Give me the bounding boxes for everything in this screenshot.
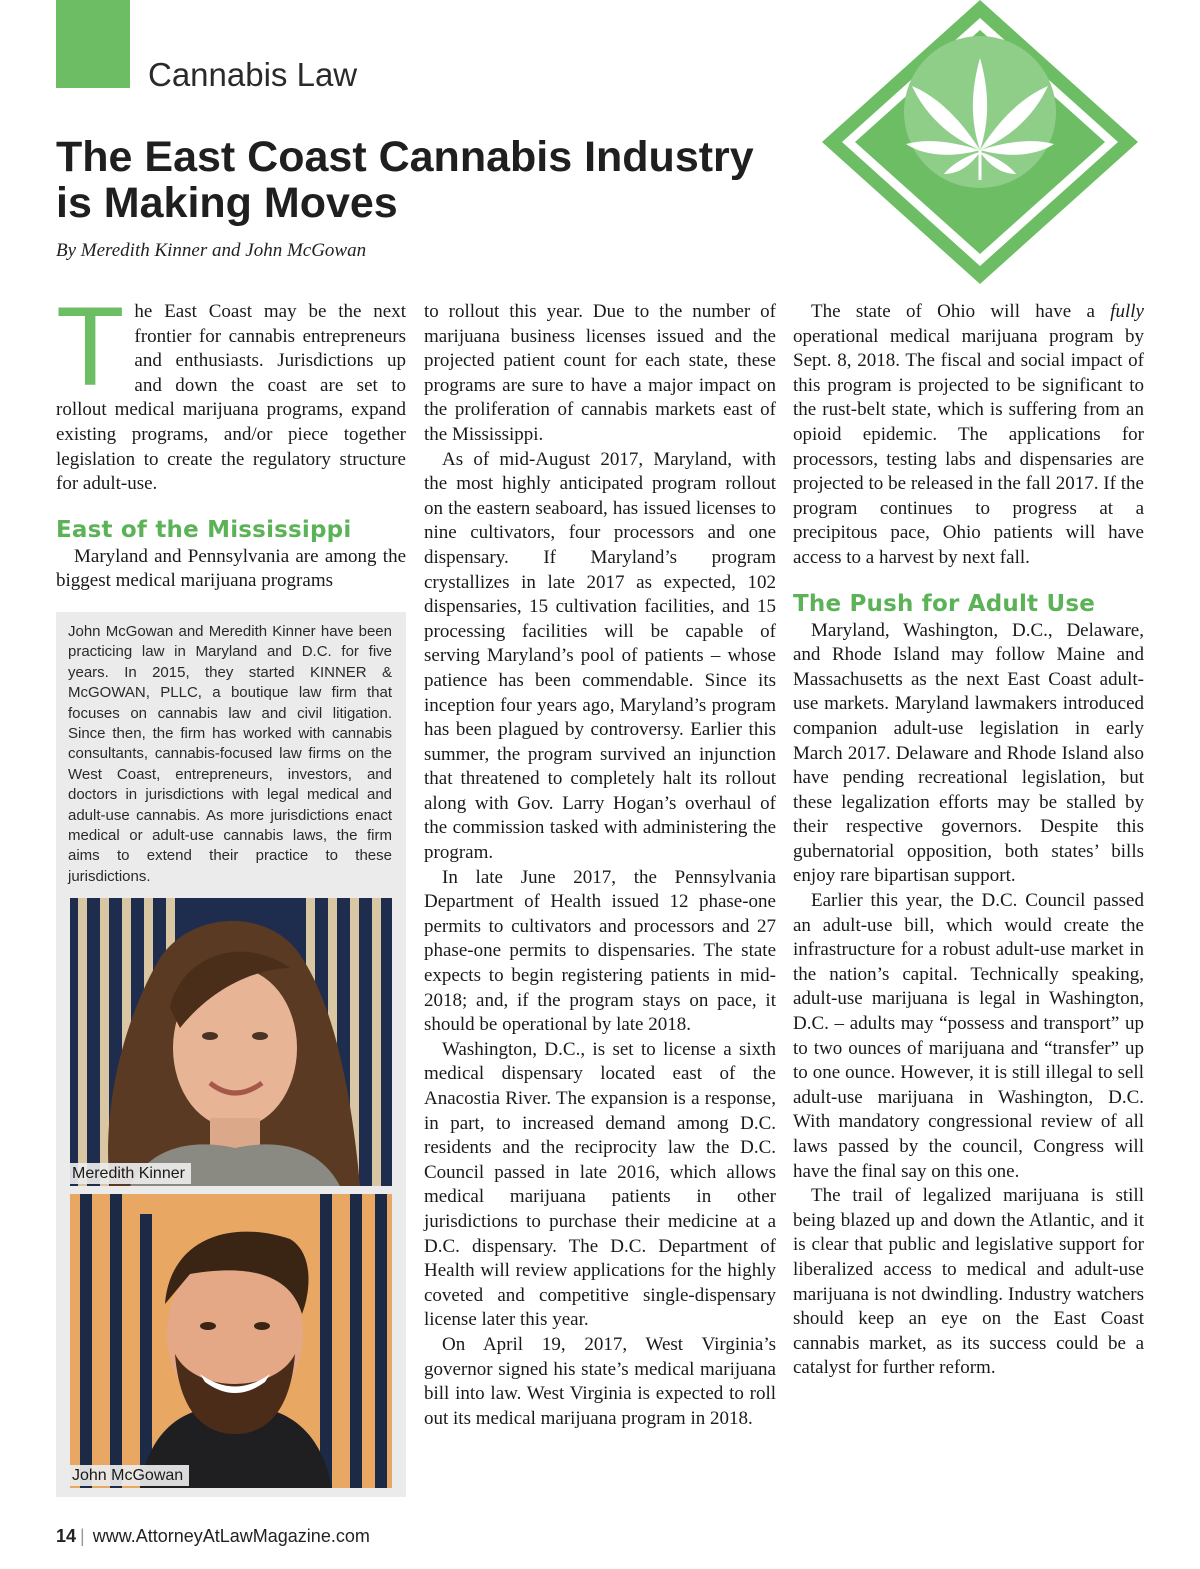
headline-line-2: is Making Moves xyxy=(56,179,398,227)
article-column-2 xyxy=(424,300,776,1431)
page-number: 14 xyxy=(56,1526,77,1546)
drop-cap: T xyxy=(56,284,125,409)
article-column-1 xyxy=(56,284,406,594)
intro-text: he East Coast may be the next frontier for cannabis entrepreneurs and enthusiasts. Jurisdictions up and down the coast are set to rollout medical marijuana programs, expand existing programs, and/or piece together legislation to create the regulatory structure for adult-use. xyxy=(56,301,406,495)
author-sidebar xyxy=(56,612,406,1497)
body-paragraph: As of mid-August 2017, Maryland, with the most highly anticipated program rollout on the eastern seaboard, has issued licenses to nine cultivators, four processors and one dispensary. If Maryland’s program crystallizes in late 2017 as expected, 102 dispensaries, 15 cultivation facilities, and 15 processing facilities will be capable of serving Maryland’s pool of patients – whose patience has been commendable. Since its inception four years ago, Maryland’s program has been plagued by controversy. Earlier this summer, the program survived an injunction that threatened to completely halt its rollout along with Gov. Larry Hogan’s overhaul of the commission tasked with administering the program. xyxy=(424,448,776,864)
text-run: operational medical marijuana program by Sept. 8, 2018. The fiscal and social impact of this program is projected to be significant to the rust-belt state, which is suffering from an opioid epidemic. The applications for processors, testing labs and dispensaries are projected to be released in the fall 2017. If the program continues to progress at a precipitous pace, Ohio patients will have access to a harvest by next fall. xyxy=(793,325,1144,568)
text-run: The state of Ohio will have a xyxy=(811,301,1111,322)
footer-url[interactable]: www.AttorneyAtLawMagazine.com xyxy=(92,1526,370,1546)
page-footer xyxy=(56,1526,370,1547)
body-paragraph: Earlier this year, the D.C. Council passed an adult-use bill, which would create the infrastructure for a robust adult-use market in the nation’s capital. Technically speaking, adult-use marijuana is legal in Washington, D.C. – adults may “possess and transport” up to two ounces of marijuana and “transfer” up to one ounce. However, it is still illegal to sell adult-use marijuana in Washington, D.C. With mandatory congressional review of all laws passed by the council, Congress will have the final say on this one. xyxy=(793,890,1144,1182)
body-paragraph xyxy=(793,300,1144,571)
body-paragraph: to rollout this year. Due to the number of marijuana business licenses issued and the projected patient count for each state, these programs are sure to have a major impact on the proliferation of cannabis markets east of the Mississippi. xyxy=(424,301,776,445)
body-paragraph: On April 19, 2017, West Virginia’s governor signed his state’s medical marijuana bill into law. West Virginia is expected to roll out its medical marijuana program in 2018. xyxy=(424,1333,776,1429)
portrait-image xyxy=(70,898,392,1186)
subhead-east-of-mississippi: East of the Mississippi xyxy=(56,516,352,543)
body-paragraph: In late June 2017, the Pennsylvania Department of Health issued 12 phase-one permits to cultivators and processors and 27 phase-one permits to dispensaries. The state expects to begin registering patients in mid-2018; and, if the program stays on pace, it should be operational by late 2018. xyxy=(424,866,776,1036)
footer-divider: | xyxy=(80,1526,85,1546)
photo-caption-john: John McGowan xyxy=(70,1465,189,1486)
intro-paragraph xyxy=(56,284,406,497)
byline: By Meredith Kinner and John McGowan xyxy=(56,240,367,261)
headline-line-1: The East Coast Cannabis Industry xyxy=(56,133,754,181)
photo-meredith-kinner xyxy=(70,898,392,1186)
cannabis-leaf-icon xyxy=(820,0,1140,285)
emphasis-text: fully xyxy=(1110,301,1144,322)
photo-caption-meredith: Meredith Kinner xyxy=(70,1163,191,1184)
photo-john-mcgowan xyxy=(70,1194,392,1488)
portrait-image xyxy=(70,1194,392,1488)
section-color-block xyxy=(56,0,130,88)
body-paragraph: Maryland, Washington, D.C., Delaware, and Rhode Island may follow Maine and Massachusetts as the next East Coast adult-use markets. Maryland lawmakers introduced companion adult-use legislation in early March 2017. Delaware and Rhode Island also have pending recreational legislation, but these legalization efforts may be stalled by their respective governors. Despite this gubernatorial opposition, both states’ bills enjoy rare bipartisan support. xyxy=(793,619,1144,887)
body-paragraph: Washington, D.C., is set to license a sixth medical dispensary located east of the Anacostia River. The expansion is a response, in part, to increased demand among D.C. residents and the reciprocity law the D.C. Council passed in late 2016, which allows medical marijuana patients in other jurisdictions to purchase their medicine at a D.C. dispensary. The D.C. Department of Health will review applications for the highly coveted and competitive single-dispensary license later this year. xyxy=(424,1038,776,1331)
body-paragraph: The trail of legalized marijuana is still being blazed up and down the Atlantic, and it is clear that public and legislative support for liberalized access to medical and adult-use marijuana is not dwindling. Industry watchers should keep an eye on the East Coast cannabis market, as its success could be a catalyst for further reform. xyxy=(793,1185,1144,1379)
article-column-3 xyxy=(793,300,1144,1381)
section-label: Cannabis Law xyxy=(148,56,358,93)
subhead-push-for-adult-use: The Push for Adult Use xyxy=(793,590,1096,617)
author-bio: John McGowan and Meredith Kinner have been practicing law in Maryland and D.C. for five years. In 2015, they started KINNER & McGOWAN, PLLC, a boutique law firm that focuses on cannabis law and civil litigation. Since then, the firm has worked with cannabis consultants, cannabis-focused law firms on the West Coast, entrepreneurs, investors, and doctors in jurisdictions with legal medical and adult-use cannabis. As more jurisdictions enact medical or adult-use cannabis laws, the firm aims to extend their practice to these jurisdictions. xyxy=(68,623,392,885)
article-headline xyxy=(56,134,816,226)
body-paragraph: Maryland and Pennsylvania are among the biggest medical marijuana programs xyxy=(56,545,406,592)
